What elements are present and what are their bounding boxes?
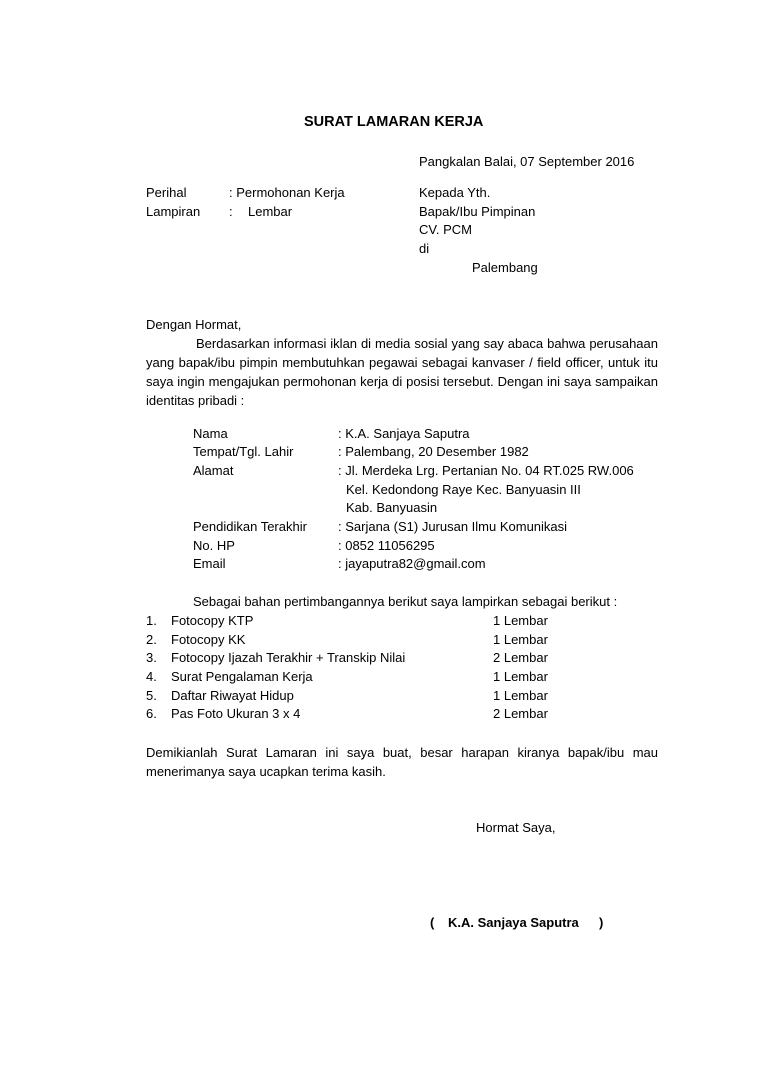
attachment-qty: 1 Lembar: [493, 688, 548, 703]
attachment-name: Fotocopy KTP: [171, 613, 254, 628]
attachment-number: 1.: [146, 613, 157, 628]
perihal-value: : Permohonan Kerja: [229, 185, 345, 200]
recipient-line-2: Bapak/Ibu Pimpinan: [419, 204, 536, 219]
hp-label: No. HP: [193, 538, 235, 553]
attachment-number: 6.: [146, 706, 157, 721]
lampiran-colon: :: [229, 204, 233, 219]
signature-open-paren: (: [430, 915, 435, 930]
alamat-label: Alamat: [193, 463, 234, 478]
place-date: Pangkalan Balai, 07 September 2016: [419, 154, 635, 169]
hp-value: : 0852 11056295: [338, 538, 435, 553]
attachment-number: 4.: [146, 669, 157, 684]
attachment-name: Surat Pengalaman Kerja: [171, 669, 313, 684]
attachment-qty: 1 Lembar: [493, 613, 548, 628]
ttl-value: : Palembang, 20 Desember 1982: [338, 444, 529, 459]
recipient-line-3: CV. PCM: [419, 222, 472, 237]
pendidikan-value: : Sarjana (S1) Jurusan Ilmu Komunikasi: [338, 519, 568, 534]
alamat-value-1: : Jl. Merdeka Lrg. Pertanian No. 04 RT.025 RW.006: [338, 463, 634, 478]
attachments-intro: Sebagai bahan pertimbangannya berikut saya lampirkan sebagai berikut :: [193, 594, 618, 609]
attachment-number: 2.: [146, 632, 157, 647]
perihal-label: Perihal: [146, 185, 187, 200]
signature-name: K.A. Sanjaya Saputra: [448, 915, 579, 930]
attachment-name: Fotocopy Ijazah Terakhir + Transkip Nilai: [171, 650, 406, 665]
nama-label: Nama: [193, 426, 228, 441]
alamat-value-3: Kab. Banyuasin: [346, 500, 438, 515]
attachment-number: 3.: [146, 650, 157, 665]
ttl-label: Tempat/Tgl. Lahir: [193, 444, 294, 459]
email-label: Email: [193, 556, 226, 571]
signoff: Hormat Saya,: [476, 820, 556, 835]
signature-close-paren: ): [599, 915, 604, 930]
attachment-number: 5.: [146, 688, 157, 703]
attachment-qty: 1 Lembar: [493, 669, 548, 684]
pendidikan-label: Pendidikan Terakhir: [193, 519, 307, 534]
recipient-city: Palembang: [472, 260, 538, 275]
email-value: : jayaputra82@gmail.com: [338, 556, 486, 571]
attachment-name: Pas Foto Ukuran 3 x 4: [171, 706, 301, 721]
attachment-qty: 2 Lembar: [493, 706, 548, 721]
attachment-qty: 1 Lembar: [493, 632, 548, 647]
recipient-line-1: Kepada Yth.: [419, 185, 491, 200]
lampiran-label: Lampiran: [146, 204, 201, 219]
lampiran-value: Lembar: [248, 204, 293, 219]
recipient-line-4: di: [419, 241, 430, 256]
attachment-name: Daftar Riwayat Hidup: [171, 688, 294, 703]
nama-value: : K.A. Sanjaya Saputra: [338, 426, 470, 441]
alamat-value-2: Kel. Kedondong Raye Kec. Banyuasin III: [346, 482, 581, 497]
intro-paragraph: Berdasarkan informasi iklan di media sosial yang say abaca bahwa perusahaan yang bapak/ibu pimpin membutuhkan pegawai sebagai kanvaser / field officer, untuk itu saya ingin mengajukan permohonan kerja di posisi tersebut. Dengan ini saya sampaikan identitas pribadi :: [146, 336, 658, 408]
attachment-qty: 2 Lembar: [493, 650, 548, 665]
closing-paragraph: Demikianlah Surat Lamaran ini saya buat, besar harapan kiranya bapak/ibu mau menerimanya saya ucapkan terima kasih.: [146, 745, 658, 779]
letter-title: SURAT LAMARAN KERJA: [304, 114, 484, 130]
attachment-name: Fotocopy KK: [171, 632, 246, 647]
greeting: Dengan Hormat,: [146, 317, 242, 332]
